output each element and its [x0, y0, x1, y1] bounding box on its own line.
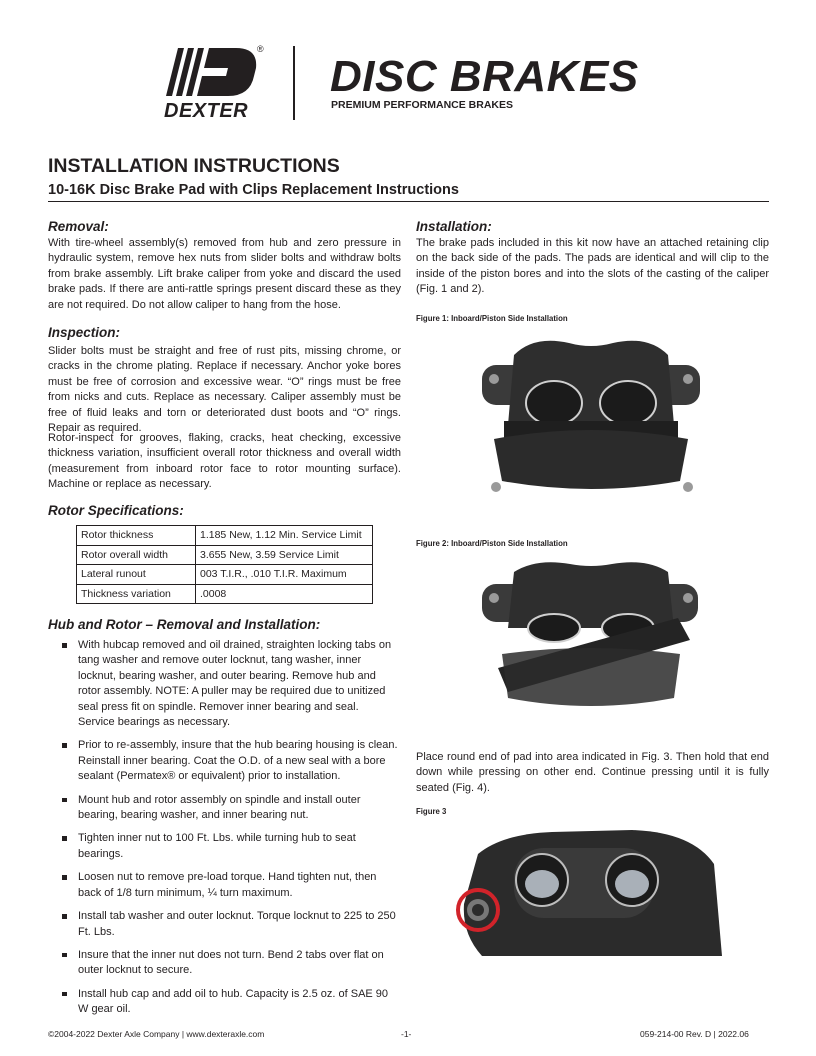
installation-text: The brake pads included in this kit now have an attached retaining clip on the back side of the pads. The pads are identical and will clip to the inside of the piston bores and into the slots of the casting of the caliper (Fig. 1 and 2). [416, 237, 769, 296]
list-item-text: Install hub cap and add oil to hub. Capacity is 2.5 oz. of SAE 90 W gear oil. [78, 987, 389, 1016]
bullet-icon [62, 875, 67, 880]
installation-heading: Installation: [416, 219, 492, 234]
spec-label: Lateral runout [77, 565, 196, 585]
list-item [62, 793, 398, 824]
brand-subtitle: PREMIUM PERFORMANCE BRAKES [331, 99, 514, 111]
list-item-text: Loosen nut to remove pre-load torque. Hand tighten nut, then back of 1/8 turn minimum, ¼ turn maximum. [78, 871, 377, 899]
table-row [77, 565, 373, 585]
table-row [77, 545, 373, 565]
list-item-text: Prior to re-assembly, insure that the hub bearing housing is clean. Reinstall inner bearing. Coat the O.D. of a new seal with a bore sealant (Permatex® or equivalent) prior to installation. [78, 739, 398, 783]
list-item [62, 638, 398, 730]
list-item [62, 987, 398, 1018]
list-item-text: Tighten inner nut to 100 Ft. Lbs. while turning hub to seat bearings. [78, 832, 356, 860]
list-item [62, 738, 398, 784]
list-item-text: Install tab washer and outer locknut. Torque locknut to 225 to 250 Ft. Lbs. [78, 910, 396, 938]
spec-label: Rotor thickness [77, 526, 196, 546]
hub-steps-list [62, 638, 398, 1026]
spec-value: .0008 [196, 584, 373, 604]
bullet-icon [62, 643, 67, 648]
bullet-icon [62, 953, 67, 958]
spec-value: 1.185 New, 1.12 Min. Service Limit [196, 526, 373, 546]
table-row [77, 526, 373, 546]
figure-3-caliper-image [442, 824, 726, 956]
rotor-specs-heading: Rotor Specifications: [48, 503, 184, 518]
footer-page-number: -1- [401, 1029, 412, 1039]
bullet-icon [62, 992, 67, 997]
rotor-inspection-text: Rotor-inspect for grooves, flaking, cracks, heat checking, excessive thickness variation, insufficient overall rotor thickness and overall width (measurement from inboard rotor face to rotor mounting surface). Machine or replace as necessary. [48, 432, 401, 491]
inspection-text: Slider bolts must be straight and free of rust pits, missing chrome, or cracks in the chrome plating. Replace if necessary. Anchor yoke bores must be free of corrosion and excessive wear. “O” rings must be free from nicks and cuts. Replace as necessary. Caliper assembly must be free of fluid leaks and torn or deteriorated dust boots and “O” rings. Repair as required. [48, 345, 401, 435]
list-item-text: Insure that the inner nut does not turn. Bend 2 tabs over flat on outer locknut to secure. [78, 948, 384, 977]
spec-label: Thickness variation [77, 584, 196, 604]
spec-label: Rotor overall width [77, 545, 196, 565]
installation-text-2: Place round end of pad into area indicated in Fig. 3. Then hold that end down while pressing on other end. Continue pressing until it is fully seated (Fig. 4). [416, 751, 769, 794]
removal-text: With tire-wheel assembly(s) removed from hub and zero pressure in hydraulic system, remove hex nuts from slider bolts and withdraw bolts from brake assembly. Lift brake caliper from yoke and discard the used brake pads. If there are anti-rattle springs present discard these as they are not required. Do not allow caliper to hang from the hose. [48, 237, 401, 311]
inspection-heading: Inspection: [48, 325, 121, 340]
figure-3-caption: Figure 3 [416, 807, 447, 816]
registered-mark: ® [257, 44, 264, 54]
brand-wordmark: DEXTER [164, 100, 249, 122]
title-divider [48, 201, 769, 202]
list-item [62, 831, 398, 862]
page-subtitle: 10-16K Disc Brake Pad with Clips Replacement Instructions [48, 182, 459, 198]
figure-2-caliper-image [478, 558, 704, 716]
hub-rotor-heading: Hub and Rotor – Removal and Installation: [48, 617, 321, 632]
bullet-icon [62, 743, 67, 748]
list-item [62, 948, 398, 979]
footer-doc-number: 059-214-00 Rev. D | 2022.06 [640, 1029, 749, 1039]
rotor-specs-table [76, 525, 373, 604]
table-row [77, 584, 373, 604]
footer-copyright: ©2004-2022 Dexter Axle Company | www.dexteraxle.com [48, 1029, 265, 1039]
bullet-icon [62, 836, 67, 841]
list-item [62, 909, 398, 940]
list-item-text: Mount hub and rotor assembly on spindle and install outer bearing, bearing washer, and inner bearing nut. [78, 793, 361, 822]
bullet-icon [62, 914, 67, 919]
figure-1-caliper-image [474, 335, 708, 497]
bullet-icon [62, 798, 67, 803]
page-title: INSTALLATION INSTRUCTIONS [48, 155, 340, 177]
header-divider [293, 46, 295, 120]
spec-value: 3.655 New, 3.59 Service Limit [196, 545, 373, 565]
figure-1-caption: Figure 1: Inboard/Piston Side Installation [416, 314, 568, 323]
figure-2-caption: Figure 2: Inboard/Piston Side Installation [416, 539, 568, 548]
brand-title: DISC BRAKES [330, 52, 639, 101]
list-item-text: With hubcap removed and oil drained, straighten locking tabs on tang washer and remove outer locknut, tang washer, inner locknut, bearing washer, and outer bearing. Remove hub and rotor assembly. NOTE: A puller may be required due to unitized seal press fit on spindle. Remover inner bearing and seal. Service bearings as necessary. [78, 639, 392, 729]
list-item [62, 870, 398, 901]
spec-value: 003 T.I.R., .010 T.I.R. Maximum [196, 565, 373, 585]
removal-heading: Removal: [48, 219, 109, 234]
